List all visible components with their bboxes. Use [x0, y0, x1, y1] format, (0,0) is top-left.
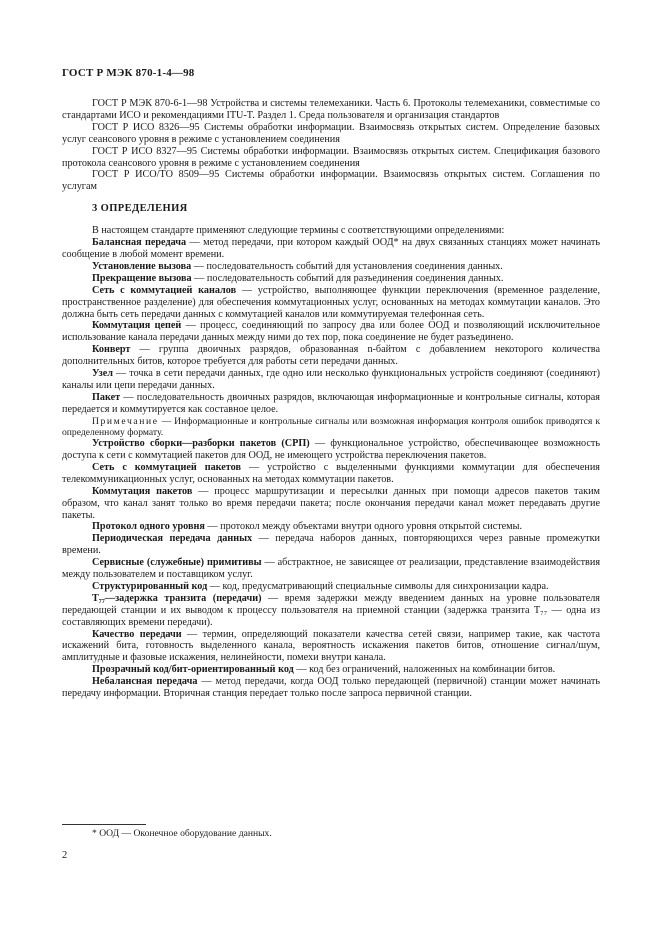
definition-item — [62, 486, 600, 522]
definition-text: — функциональное устройство, обеспечивающее возможность доступа к сети с коммутацией пакетов для ООД, не имеющего устройства переключения пакетов. — [62, 438, 601, 461]
definition-term: Балансная передача — [92, 237, 187, 249]
definition-text: — время задержки между введением данных на уровне пользователя передающей станции и их выводом к процессу пользователя на приемной станции (задержка транзита T₇₇ — одна из составляющих времени передачи). — [62, 592, 600, 628]
definition-item — [62, 557, 600, 581]
definition-term: Коммутация цепей — [92, 320, 182, 332]
definition-text: — устройство, выполняющее функции переключения (временное разделение, пространственное разделение) для обеспечения коммутационных услуг, основанных на методах коммутации каналов. Это должна быть сеть передачи данных с коммутацией каналов или коммутируемая телефонная сеть. — [62, 284, 601, 320]
definition-item — [62, 273, 600, 285]
definition-item — [62, 285, 600, 321]
definition-text: — процесс, соединяющий по запросу два или более ООД и позволяющий исключительное использование канала передачи данных между ними до тех пор, пока соединение не будет разъединено. — [62, 320, 600, 344]
page-header: ГОСТ Р МЭК 870-1-4—98 — [62, 67, 195, 79]
definition-text: — абстрактное, не зависящее от реализации, представление взаимодействия между пользователем и поставщиком услуг. — [62, 557, 600, 581]
definition-item — [62, 462, 600, 486]
definition-text: — точка в сети передачи данных, где одно или несколько функциональных устройств соединяют (соединяют) каналы или цепи передачи данных. — [62, 368, 600, 391]
section-intro: В настоящем стандарте применяют следующие термины с соответствующими определениями: — [92, 225, 505, 237]
references-list — [62, 98, 600, 193]
definition-text: — устройство с выделенными функциями коммутации для обеспечения телекоммуникационных услуг, основанных на методах коммутации пакетов. — [62, 461, 600, 485]
definition-item — [62, 438, 600, 462]
definition-term: T₇₇—задержка транзита (передачи) — [92, 592, 262, 604]
definition-term: Периодическая передача данных — [92, 533, 253, 545]
definition-term: Структурированный код — [92, 580, 208, 592]
reference-item: ГОСТ Р ИСО/ТО 8509—95 Системы обработки информации. Взаимосвязь открытых систем. Соглашения по услугам — [62, 169, 600, 193]
definition-text: — последовательность событий для установления соединения данных. — [191, 260, 503, 272]
definition-item — [62, 261, 600, 273]
definition-item — [62, 237, 600, 261]
definition-text: — код без ограничений, наложенных на комбинации битов. — [293, 664, 556, 676]
definition-item — [62, 593, 600, 629]
definition-term: Сеть с коммутацией каналов — [92, 284, 237, 296]
note — [62, 416, 600, 438]
definition-text: — группа двоичных разрядов, образованная n-байтом с добавлением некоторого количества дополнительных битов, которое требуется для работы сети передачи данных. — [62, 344, 600, 368]
definition-item — [62, 392, 600, 416]
definition-term: Сервисные (служебные) примитивы — [92, 557, 262, 569]
definition-term: Коммутация пакетов — [92, 485, 193, 497]
definitions-list-2 — [62, 438, 600, 700]
definition-term: Установление вызова — [92, 260, 192, 272]
definition-item — [62, 368, 600, 392]
footnote: * ООД — Оконечное оборудование данных. — [92, 828, 272, 839]
definition-text: — процесс маршрутизации и пересылки данных при помощи адресов пакетов таким образом, что канал занят только во время передачи пакета; после окончания передачи канал может передавать другие пакеты. — [62, 485, 600, 521]
note-label: Примечание — [92, 415, 159, 427]
definition-item — [62, 533, 600, 557]
note-text: — Информационные и контрольные сигналы или возможная информация контроля ошибок приводятся к определенному формату. — [62, 415, 600, 438]
definition-item — [62, 320, 600, 344]
document-body — [62, 98, 600, 700]
definition-term: Прозрачный код/бит-ориентированный код — [92, 664, 294, 676]
definition-item — [62, 664, 600, 676]
definition-term: Протокол одного уровня — [92, 521, 205, 533]
definition-text: — метод передачи, при котором каждый ООД* на двух связанных станциях может начинать сообщение в любой момент времени. — [62, 237, 600, 260]
definition-text: — код, предусматривающий специальные символы для синхронизации кадра. — [207, 580, 549, 592]
definition-term: Пакет — [92, 391, 121, 403]
definition-text: — последовательность событий для разъединения соединения данных. — [191, 272, 504, 284]
page-number: 2 — [62, 850, 68, 861]
reference-item: ГОСТ Р ИСО 8327—95 Системы обработки информации. Взаимосвязь открытых систем. Спецификация базового протокола сеансового уровня в режиме с установлением соединения — [62, 145, 600, 169]
definition-text: — термин, определяющий показатели качества сетей связи, например такие, как частота искажений бита, готовность выделенного канала, вероятность искажения пакетов битов, отношение сигнал/шум, амплитудные и фазовые искажения, нелинейности, помехи внутри канала. — [62, 628, 600, 664]
definition-item — [62, 344, 600, 368]
definition-item — [62, 581, 600, 593]
definition-term: Узел — [92, 368, 113, 380]
definition-term: Сеть с коммутацией пакетов — [92, 461, 242, 473]
definition-item — [62, 676, 600, 700]
definition-term: Устройство сборки—разборки пакетов (СРП) — [92, 438, 310, 450]
definition-text: — передача наборов данных, повторяющихся через равные промежутки времени. — [62, 533, 600, 557]
definition-text: — последовательность двоичных разрядов, включающая информационные и контрольные сигналы, которая передается и коммутируется как составное целое. — [62, 391, 600, 415]
section-title: 3 ОПРЕДЕЛЕНИЯ — [92, 203, 188, 215]
reference-item: ГОСТ Р МЭК 870-6-1—98 Устройства и системы телемеханики. Часть 6. Протоколы телемеханики, совместимые со стандартами ИСО и рекомендациями ITU-T. Раздел 1. Среда пользователя и организация стандартов — [62, 98, 600, 121]
definition-item — [62, 521, 600, 533]
definitions-list — [62, 237, 600, 416]
definition-term: Качество передачи — [92, 628, 182, 640]
definition-term: Конверт — [92, 344, 131, 356]
footnote-divider — [62, 824, 146, 825]
definition-term: Небалансная передача — [92, 676, 198, 688]
reference-item: ГОСТ Р ИСО 8326—95 Системы обработки информации. Взаимосвязь открытых систем. Определение базовых услуг сеансового уровня в режиме с установлением соединения — [62, 121, 600, 145]
definition-text: — метод передачи, когда ООД только передающей (первичной) станции может начинать передачу информации. Вторичная станция передает только после запроса первичной станции. — [62, 676, 600, 700]
definition-term: Прекращение вызова — [92, 272, 192, 284]
definition-text: — протокол между объектами внутри одного уровня открытой системы. — [204, 521, 523, 533]
definition-item — [62, 629, 600, 665]
